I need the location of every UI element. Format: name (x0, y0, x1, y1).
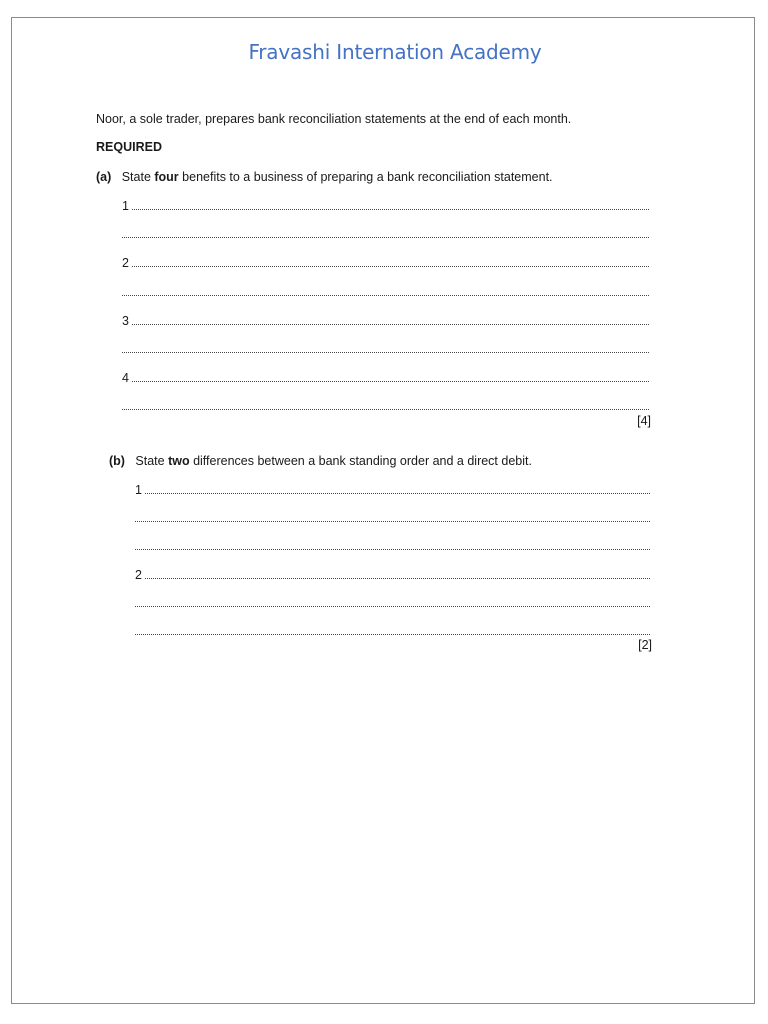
question-a-label: (a) (96, 170, 112, 184)
answer-number: 2 (122, 256, 129, 270)
marks-b: [2] (638, 638, 652, 652)
answer-line[interactable] (122, 209, 649, 210)
answer-number: 4 (122, 371, 129, 385)
answer-line[interactable] (122, 266, 649, 267)
answer-number: 1 (135, 483, 142, 497)
answer-line[interactable] (135, 606, 650, 607)
question-b-label: (b) (109, 454, 125, 468)
question-b (109, 453, 532, 469)
answer-line[interactable] (135, 493, 650, 494)
question-a-emph: four (154, 170, 179, 184)
document-page (11, 17, 755, 1004)
required-heading: REQUIRED (96, 140, 162, 154)
answer-line[interactable] (122, 381, 649, 382)
question-a-post: benefits to a business of preparing a bank reconciliation statement. (178, 170, 553, 184)
answer-number: 1 (122, 199, 129, 213)
question-a-pre: State (121, 170, 155, 184)
question-a (96, 169, 553, 185)
question-b-post: differences between a bank standing order and a direct debit. (189, 454, 532, 468)
marks-a: [4] (637, 414, 651, 428)
answer-line[interactable] (135, 634, 650, 635)
answer-line[interactable] (135, 549, 650, 550)
page-title: Fravashi Internation Academy (248, 40, 542, 64)
answer-line[interactable] (135, 578, 650, 579)
answer-line[interactable] (122, 352, 649, 353)
question-b-emph: two (168, 454, 190, 468)
answer-line[interactable] (122, 295, 649, 296)
answer-number: 3 (122, 314, 129, 328)
answer-line[interactable] (122, 409, 649, 410)
answer-line[interactable] (135, 521, 650, 522)
answer-line[interactable] (122, 324, 649, 325)
intro-text: Noor, a sole trader, prepares bank reconciliation statements at the end of each month. (96, 112, 572, 126)
answer-line[interactable] (122, 237, 649, 238)
question-b-pre: State (135, 454, 169, 468)
answer-number: 2 (135, 568, 142, 582)
